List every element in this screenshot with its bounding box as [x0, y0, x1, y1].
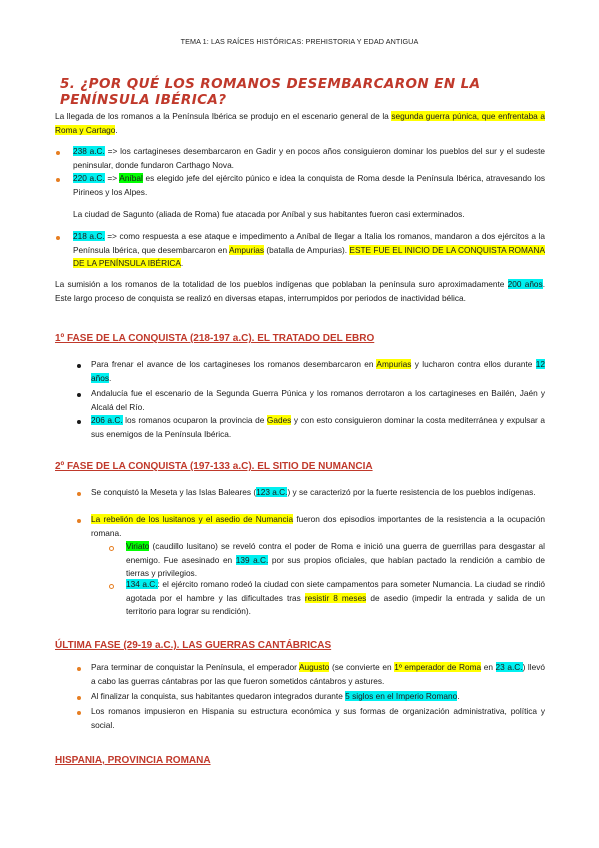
list-item — [73, 145, 545, 172]
list-item-text: ) llevó a cabo las guerras cántabras por las que fueron sometidos cántabros y astures. — [91, 662, 545, 686]
list-item-text: por sus propios oficiales, que habían pactado la rendición a cambio de tierras y privilegios. — [126, 554, 545, 578]
list-item-text: . — [109, 372, 112, 383]
list-item-text: fueron dos episodios importantes de la resistencia a la ocupación romana. — [91, 514, 545, 538]
list-item — [91, 358, 545, 385]
bullet-icon — [56, 178, 60, 182]
bullet-icon — [77, 519, 81, 523]
duration-highlight: 5 siglos en el Imperio Romano — [345, 691, 458, 701]
name-highlight: Viriato — [126, 541, 150, 551]
bullet-icon — [56, 236, 60, 240]
bullet-icon — [77, 420, 81, 424]
sub-list-item — [126, 540, 545, 581]
list-item — [91, 513, 545, 540]
date-highlight: 238 a.C. — [73, 146, 105, 156]
list-item-text: . — [457, 691, 460, 701]
list-item — [91, 414, 545, 441]
intro-text-end: . — [115, 124, 118, 135]
list-item — [91, 661, 545, 688]
section-heading: HISPANIA, PROVINCIA ROMANA — [55, 755, 211, 766]
page-title: 5. ¿POR QUÉ LOS ROMANOS DESEMBARCARON EN LA PENÍNSULA IBÉRICA? — [60, 76, 481, 108]
list-item-text: en — [481, 662, 496, 672]
list-item-text: (caudillo lusitano) se reveló contra el poder de Roma e inició una guerra de guerrillas para desgastar al enemigo. Fue asesinado en — [126, 541, 545, 565]
sagunto-paragraph: La ciudad de Sagunto (aliada de Roma) fue atacada por Aníbal y sus habitantes fueron casi exterminados. — [73, 209, 465, 219]
list-item-text: Se conquistó la Meseta y las Islas Baleares ( — [91, 487, 257, 497]
date-highlight: 23 a.C. — [495, 662, 523, 672]
place-highlight: Ampurias — [228, 244, 265, 255]
caps-highlight: ESTE FUE EL INICIO DE LA CONQUISTA ROMANA DE LA PENÍNSULA IBÉRICA — [73, 244, 545, 268]
sub-bullet-icon — [109, 546, 114, 551]
duration-highlight: 12 años — [91, 359, 545, 383]
list-item-text: y con esto consiguieron dominar la costa mediterránea y expulsar a sus enemigos de la Península Ibérica. — [91, 415, 545, 439]
duration-highlight: resistir 8 meses — [304, 592, 367, 603]
list-item — [91, 690, 545, 704]
bullet-icon — [77, 393, 81, 397]
bullet-icon — [77, 667, 81, 671]
summary-paragraph — [55, 278, 545, 305]
list-item — [73, 230, 545, 271]
event-highlight: La rebelión de los lusitanos y el asedio de Numancia — [91, 514, 294, 524]
bullet-icon — [77, 492, 81, 496]
list-item: Andalucía fue el escenario de la Segunda Guerra Púnica y los romanos derrotaron a los cartagineses en Bailén, Jaén y Alcalá del Río. — [91, 388, 545, 412]
sub-bullet-icon — [109, 584, 114, 589]
date-highlight: 123 a.C. — [256, 487, 288, 497]
date-highlight: 220 a.C. — [73, 173, 105, 183]
bullet-icon — [77, 696, 81, 700]
intro-paragraph — [55, 110, 545, 137]
list-item-text: (batalla de Ampurias). — [264, 244, 350, 255]
list-item-text: Para frenar el avance de los cartagineses los romanos desembarcaron en — [91, 359, 377, 369]
section-heading: 1º FASE DE LA CONQUISTA (218-197 a.C). EL TRATADO DEL EBRO — [55, 333, 375, 344]
list-item-text: ) y se caracterizó por la fuerte resistencia de los pueblos indígenas. — [287, 487, 536, 497]
list-item-text: => — [104, 173, 120, 183]
place-highlight: Ampurias — [376, 359, 412, 369]
intro-text: La llegada de los romanos a la Península Ibérica se produjo en el escenario general de la — [55, 111, 392, 121]
date-highlight: 134 a.C. — [126, 579, 158, 589]
title-highlight: 1º emperador de Roma — [394, 662, 482, 672]
list-item-text: . — [180, 258, 184, 268]
date-highlight: 139 a.C. — [235, 554, 269, 565]
list-item: Los romanos impusieron en Hispania su estructura económica y sus formas de organización administrativa, política y social. — [91, 706, 545, 730]
intro-highlight: segunda guerra púnica, que enfrentaba a Roma y Cartago — [55, 111, 545, 135]
list-item-text: y lucharon contra ellos durante — [411, 359, 536, 369]
section-heading: ÚLTIMA FASE (29-19 a.C.). LAS GUERRAS CANTÁBRICAS — [55, 640, 332, 651]
list-item-text: (se convierte en — [329, 662, 395, 672]
summary-text: . Este largo proceso de conquista se realizó en diversas etapas, interrumpidos por periodos de inactividad bélica. — [55, 279, 546, 303]
name-highlight: Aníbal — [119, 173, 143, 183]
date-highlight: 206 a.C. — [91, 415, 123, 425]
bullet-icon — [56, 151, 60, 155]
list-item-text: => los cartagineses desembarcaron en Gadir y en pocos años consiguieron dominar los pueblos del sur y el sudeste peninsular, donde fundaron Carthago Nova. — [73, 146, 545, 170]
list-item-text: los romanos ocuparon la provincia de — [122, 415, 267, 425]
name-highlight: Augusto — [298, 662, 330, 672]
date-highlight: 218 a.C. — [73, 231, 105, 241]
running-header: TEMA 1: LAS RAÍCES HISTÓRICAS: PREHISTORIA Y EDAD ANTIGUA — [180, 37, 419, 46]
list-item-text: => como respuesta a ese ataque e impedimento a Aníbal de llegar a Italia los romanos, mandaron a dos ejércitos a la Península Ibérica, que desembarcaron en — [73, 231, 545, 255]
list-item-text: Al finalizar la conquista, sus habitantes quedaron integrados durante — [91, 691, 346, 701]
list-item — [91, 486, 545, 500]
bullet-icon — [77, 711, 81, 715]
summary-text: La sumisión a los romanos de la totalidad de los pueblos indígenas que poblaban la península suro aproximadamente — [55, 279, 508, 289]
bullet-icon — [77, 364, 81, 368]
list-item-text: es elegido jefe del ejército púnico e idea la conquista de Roma desde la Península Ibérica, atravesando los Pirineos y los Alpes. — [73, 173, 545, 197]
list-item-text: de asedio (impedir la entrada y salida de un territorio para lograr su rendición). — [126, 592, 546, 616]
list-item-text: Para terminar de conquistar la Península, el emperador — [91, 662, 299, 672]
sub-list-item — [126, 578, 545, 619]
section-heading: 2º FASE DE LA CONQUISTA (197-133 a.C). EL SITIO DE NUMANCIA — [55, 461, 373, 472]
place-highlight: Gades — [266, 415, 292, 425]
summary-highlight: 200 años — [507, 279, 543, 289]
list-item — [73, 172, 545, 199]
list-item-text: : el ejército romano rodeó la ciudad con siete campamentos para someter Numancia. La ciudad se rindió agotada por el hambre y las dificultades tras — [126, 579, 545, 603]
